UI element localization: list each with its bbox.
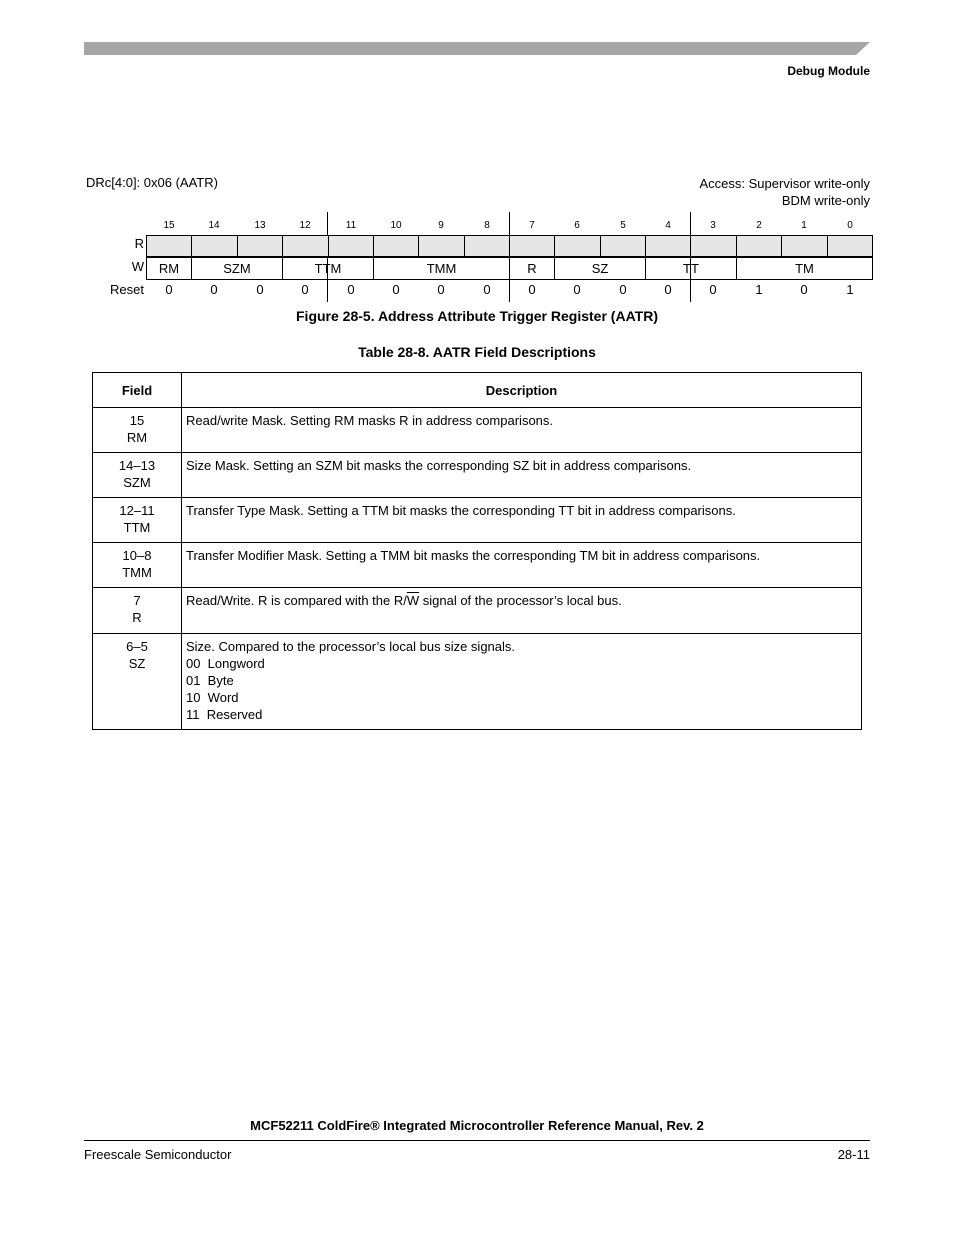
bit-number: 0 bbox=[847, 220, 853, 231]
field-cell bbox=[93, 453, 182, 498]
register-id: DRc[4:0]: 0x06 (AATR) bbox=[86, 175, 218, 190]
bit-number: 4 bbox=[665, 220, 671, 231]
description-cell: Read/write Mask. Setting RM masks R in address comparisons. bbox=[182, 408, 862, 453]
field-bits: 10–8 bbox=[122, 548, 152, 563]
write-field-sz: SZ bbox=[554, 257, 646, 280]
read-cell bbox=[645, 235, 691, 257]
overlined-signal: $\overline{W}$ bbox=[406, 593, 420, 608]
bit-number: 1 bbox=[801, 220, 807, 231]
table-row bbox=[93, 408, 862, 453]
field-cell bbox=[93, 588, 182, 634]
size-option: 01 Byte bbox=[186, 673, 234, 688]
size-option: 11 Reserved bbox=[186, 707, 263, 722]
field-cell bbox=[93, 498, 182, 543]
write-field-tmm: TMM bbox=[373, 257, 510, 280]
table-caption: Table 28-8. AATR Field Descriptions bbox=[358, 344, 596, 360]
reset-value: 0 bbox=[165, 282, 173, 297]
write-field-szm: SZM bbox=[191, 257, 283, 280]
table-row bbox=[93, 634, 862, 730]
row-label-read: R bbox=[134, 236, 144, 251]
read-cell bbox=[600, 235, 646, 257]
write-field-tm: TM bbox=[736, 257, 873, 280]
reset-value: 0 bbox=[619, 282, 627, 297]
bit-number: 3 bbox=[710, 220, 716, 231]
field-name: SZ bbox=[128, 656, 146, 671]
reset-value: 0 bbox=[210, 282, 218, 297]
reset-value: 0 bbox=[573, 282, 581, 297]
footer-publisher: Freescale Semiconductor bbox=[84, 1147, 232, 1162]
table-header-row bbox=[93, 373, 862, 408]
field-description-table bbox=[92, 372, 862, 730]
table-row bbox=[93, 588, 862, 634]
bit-number: 13 bbox=[254, 220, 266, 231]
description-cell: Transfer Type Mask. Setting a TTM bit masks the corresponding TT bit in address comparisons. bbox=[182, 498, 862, 543]
read-cell bbox=[827, 235, 873, 257]
read-cell bbox=[146, 235, 193, 257]
bit-number: 7 bbox=[529, 220, 535, 231]
write-field-r: R bbox=[509, 257, 555, 280]
size-option: 00 Longword bbox=[186, 656, 265, 671]
table-row bbox=[93, 543, 862, 588]
description-cell bbox=[182, 588, 862, 634]
field-bits: 6–5 bbox=[126, 639, 148, 654]
write-field-rm: RM bbox=[146, 257, 192, 280]
bit-number: 8 bbox=[484, 220, 490, 231]
field-cell bbox=[93, 543, 182, 588]
write-field-tt: TT bbox=[645, 257, 737, 280]
reset-value: 0 bbox=[709, 282, 717, 297]
field-bits: 7 bbox=[133, 593, 141, 608]
field-name: TTM bbox=[123, 520, 151, 535]
reset-value: 0 bbox=[483, 282, 491, 297]
bit-number: 12 bbox=[299, 220, 311, 231]
description-text: signal of the processor’s local bus. bbox=[419, 593, 622, 608]
reset-value: 0 bbox=[392, 282, 400, 297]
page-number: 28-11 bbox=[837, 1147, 870, 1162]
field-cell bbox=[93, 408, 182, 453]
description-text: Size. Compared to the processor’s local bus size signals. bbox=[186, 639, 516, 654]
read-cell bbox=[373, 235, 419, 257]
description-cell: Transfer Modifier Mask. Setting a TMM bit masks the corresponding TM bit in address comparisons. bbox=[182, 543, 862, 588]
field-name: RM bbox=[126, 430, 148, 445]
bit-number: 2 bbox=[756, 220, 762, 231]
size-option: 10 Word bbox=[186, 690, 239, 705]
read-cell bbox=[554, 235, 601, 257]
bit-number: 14 bbox=[208, 220, 220, 231]
bit-number: 6 bbox=[574, 220, 580, 231]
reset-value: 0 bbox=[528, 282, 536, 297]
header-field: Field bbox=[93, 373, 182, 408]
header-description: Description bbox=[182, 373, 862, 408]
field-name: TMM bbox=[122, 565, 152, 580]
bit-number: 11 bbox=[345, 220, 357, 231]
read-cell bbox=[736, 235, 782, 257]
read-cell bbox=[237, 235, 283, 257]
table-row bbox=[93, 498, 862, 543]
footer-title: MCF52211 ColdFire® Integrated Microcontroller Reference Manual, Rev. 2 bbox=[250, 1118, 704, 1133]
reset-value: 0 bbox=[256, 282, 264, 297]
read-cell bbox=[282, 235, 329, 257]
description-cell: Size Mask. Setting an SZM bit masks the corresponding SZ bit in address comparisons. bbox=[182, 453, 862, 498]
field-bits: 15 bbox=[129, 413, 145, 428]
read-cell bbox=[781, 235, 828, 257]
footer-rule bbox=[84, 1140, 870, 1141]
read-cell bbox=[464, 235, 510, 257]
write-field-ttm: TTM bbox=[282, 257, 374, 280]
reset-value: 0 bbox=[800, 282, 808, 297]
section-title: Debug Module bbox=[787, 64, 870, 78]
description-text: Read/Write. R is compared with the R/ bbox=[186, 593, 407, 608]
field-name: SZM bbox=[123, 475, 151, 490]
bit-number: 15 bbox=[163, 220, 175, 231]
bit-number: 5 bbox=[620, 220, 626, 231]
access-bdm: BDM write-only bbox=[781, 193, 870, 208]
description-cell bbox=[182, 634, 862, 730]
field-bits: 12–11 bbox=[119, 503, 155, 518]
field-bits: 14–13 bbox=[118, 458, 156, 473]
reset-value: 0 bbox=[301, 282, 309, 297]
access-supervisor: Access: Supervisor write-only bbox=[699, 176, 870, 191]
header-bar bbox=[84, 42, 870, 55]
table-row bbox=[93, 453, 862, 498]
reset-value: 1 bbox=[846, 282, 854, 297]
read-cell bbox=[191, 235, 238, 257]
register-access bbox=[700, 175, 871, 209]
reset-value: 0 bbox=[347, 282, 355, 297]
reset-value: 0 bbox=[664, 282, 672, 297]
read-cell bbox=[328, 235, 374, 257]
read-cell bbox=[690, 235, 737, 257]
row-label-write: W bbox=[131, 259, 144, 274]
read-cell bbox=[509, 235, 555, 257]
reset-value: 1 bbox=[755, 282, 763, 297]
read-cell bbox=[418, 235, 465, 257]
row-label-reset: Reset bbox=[110, 282, 144, 297]
field-name: R bbox=[132, 610, 142, 625]
reset-value: 0 bbox=[437, 282, 445, 297]
bit-number: 10 bbox=[390, 220, 402, 231]
bit-number: 9 bbox=[438, 220, 444, 231]
field-cell bbox=[93, 634, 182, 730]
figure-caption: Figure 28-5. Address Attribute Trigger Register (AATR) bbox=[296, 308, 658, 324]
